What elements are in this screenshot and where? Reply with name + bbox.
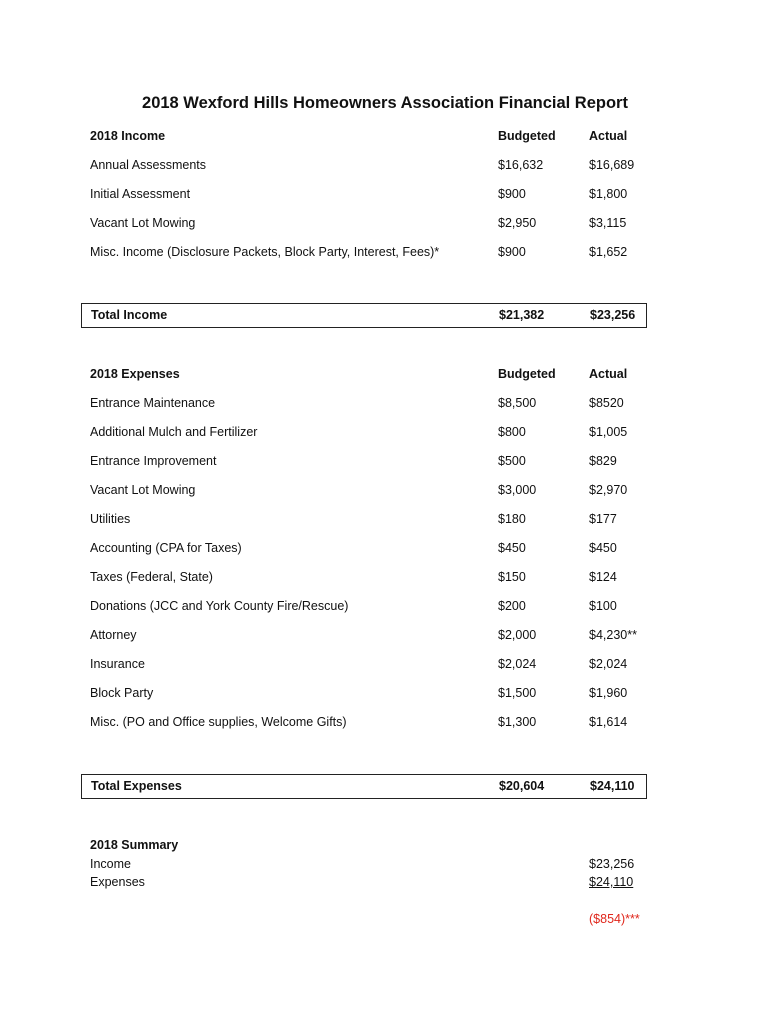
income-row — [90, 155, 650, 175]
total-income-actual: $23,256 — [590, 308, 636, 322]
summary-income-label: Income — [90, 857, 131, 871]
income-budgeted-header: Budgeted — [498, 129, 556, 143]
expense-row-actual: $450 — [589, 541, 617, 555]
expense-row-budgeted: $800 — [498, 425, 526, 439]
expense-row-budgeted: $2,000 — [498, 628, 537, 642]
expense-row-label: Utilities — [90, 512, 131, 526]
expense-row-budgeted: $1,300 — [498, 715, 537, 729]
expense-row-label: Attorney — [90, 628, 137, 642]
expenses-header-row — [90, 364, 650, 384]
income-row — [90, 213, 650, 233]
income-row-actual: $16,689 — [589, 158, 635, 172]
summary-expenses-row — [90, 873, 650, 891]
expense-row-actual: $124 — [589, 570, 617, 584]
total-expenses-actual: $24,110 — [590, 779, 635, 793]
expense-row — [90, 509, 650, 529]
expenses-budgeted-header: Budgeted — [498, 367, 556, 381]
expense-row-label: Vacant Lot Mowing — [90, 483, 196, 497]
expense-row — [90, 538, 650, 558]
expense-row-actual: $8520 — [589, 396, 624, 410]
expense-row — [90, 712, 650, 732]
expense-row-actual: $100 — [589, 599, 617, 613]
income-row-label: Annual Assessments — [90, 158, 207, 172]
summary-income-value: $23,256 — [589, 857, 635, 871]
summary-heading: 2018 Summary — [90, 838, 179, 852]
expense-row — [90, 596, 650, 616]
expense-row — [90, 683, 650, 703]
expense-row-label: Entrance Maintenance — [90, 396, 216, 410]
income-row — [90, 184, 650, 204]
expense-row-actual: $4,230** — [589, 628, 637, 642]
expense-row-budgeted: $8,500 — [498, 396, 537, 410]
income-row — [90, 242, 650, 262]
income-row-budgeted: $900 — [498, 245, 526, 259]
expense-row-actual: $1,960 — [589, 686, 628, 700]
summary-expenses-label: Expenses — [90, 875, 145, 889]
summary-heading-row — [90, 836, 650, 854]
expense-row-budgeted: $1,500 — [498, 686, 537, 700]
summary-net-row — [90, 910, 650, 928]
expense-row-label: Additional Mulch and Fertilizer — [90, 425, 258, 439]
expense-row — [90, 567, 650, 587]
expense-row-actual: $177 — [589, 512, 617, 526]
expenses-heading: 2018 Expenses — [90, 367, 180, 381]
expense-row-budgeted: $2,024 — [498, 657, 537, 671]
page-title: 2018 Wexford Hills Homeowners Association Financial Report — [142, 94, 628, 112]
expense-row — [90, 654, 650, 674]
summary-net-value: ($854)*** — [589, 912, 640, 926]
expense-row-label: Insurance — [90, 657, 145, 671]
expense-row-label: Misc. (PO and Office supplies, Welcome Gifts) — [90, 715, 347, 729]
total-income-budgeted: $21,382 — [499, 308, 545, 322]
income-row-label: Misc. Income (Disclosure Packets, Block Party, Interest, Fees)* — [90, 245, 440, 259]
expense-row — [90, 451, 650, 471]
expense-row-budgeted: $500 — [498, 454, 526, 468]
expense-row-budgeted: $3,000 — [498, 483, 537, 497]
expense-row-budgeted: $200 — [498, 599, 526, 613]
total-income-box — [81, 303, 647, 328]
expense-row-actual: $2,970 — [589, 483, 628, 497]
expense-row-actual: $829 — [589, 454, 617, 468]
income-row-budgeted: $900 — [498, 187, 526, 201]
total-expenses-budgeted: $20,604 — [499, 779, 545, 793]
expense-row — [90, 625, 650, 645]
expense-row-label: Block Party — [90, 686, 154, 700]
income-row-actual: $1,800 — [589, 187, 628, 201]
expense-row-actual: $2,024 — [589, 657, 628, 671]
expenses-actual-header: Actual — [589, 367, 628, 381]
total-expenses-label: Total Expenses — [91, 779, 182, 793]
expense-row — [90, 422, 650, 442]
expense-row-budgeted: $150 — [498, 570, 526, 584]
expense-row-label: Taxes (Federal, State) — [90, 570, 213, 584]
total-income-label: Total Income — [91, 308, 168, 322]
income-row-label: Initial Assessment — [90, 187, 191, 201]
income-header-row — [90, 126, 650, 146]
expense-row-label: Accounting (CPA for Taxes) — [90, 541, 242, 555]
expense-row-actual: $1,614 — [589, 715, 628, 729]
income-row-budgeted: $16,632 — [498, 158, 544, 172]
expense-row-label: Donations (JCC and York County Fire/Rescue) — [90, 599, 349, 613]
expense-row-budgeted: $450 — [498, 541, 526, 555]
total-expenses-box — [81, 774, 647, 799]
income-row-label: Vacant Lot Mowing — [90, 216, 196, 230]
income-actual-header: Actual — [589, 129, 628, 143]
expense-row-budgeted: $180 — [498, 512, 526, 526]
income-row-actual: $3,115 — [589, 216, 627, 230]
income-heading: 2018 Income — [90, 129, 166, 143]
expense-row — [90, 480, 650, 500]
expense-row-label: Entrance Improvement — [90, 454, 217, 468]
income-row-budgeted: $2,950 — [498, 216, 537, 230]
income-row-actual: $1,652 — [589, 245, 628, 259]
summary-income-row — [90, 855, 650, 873]
expense-row — [90, 393, 650, 413]
expense-row-actual: $1,005 — [589, 425, 628, 439]
summary-expenses-value: $24,110 — [589, 875, 634, 889]
